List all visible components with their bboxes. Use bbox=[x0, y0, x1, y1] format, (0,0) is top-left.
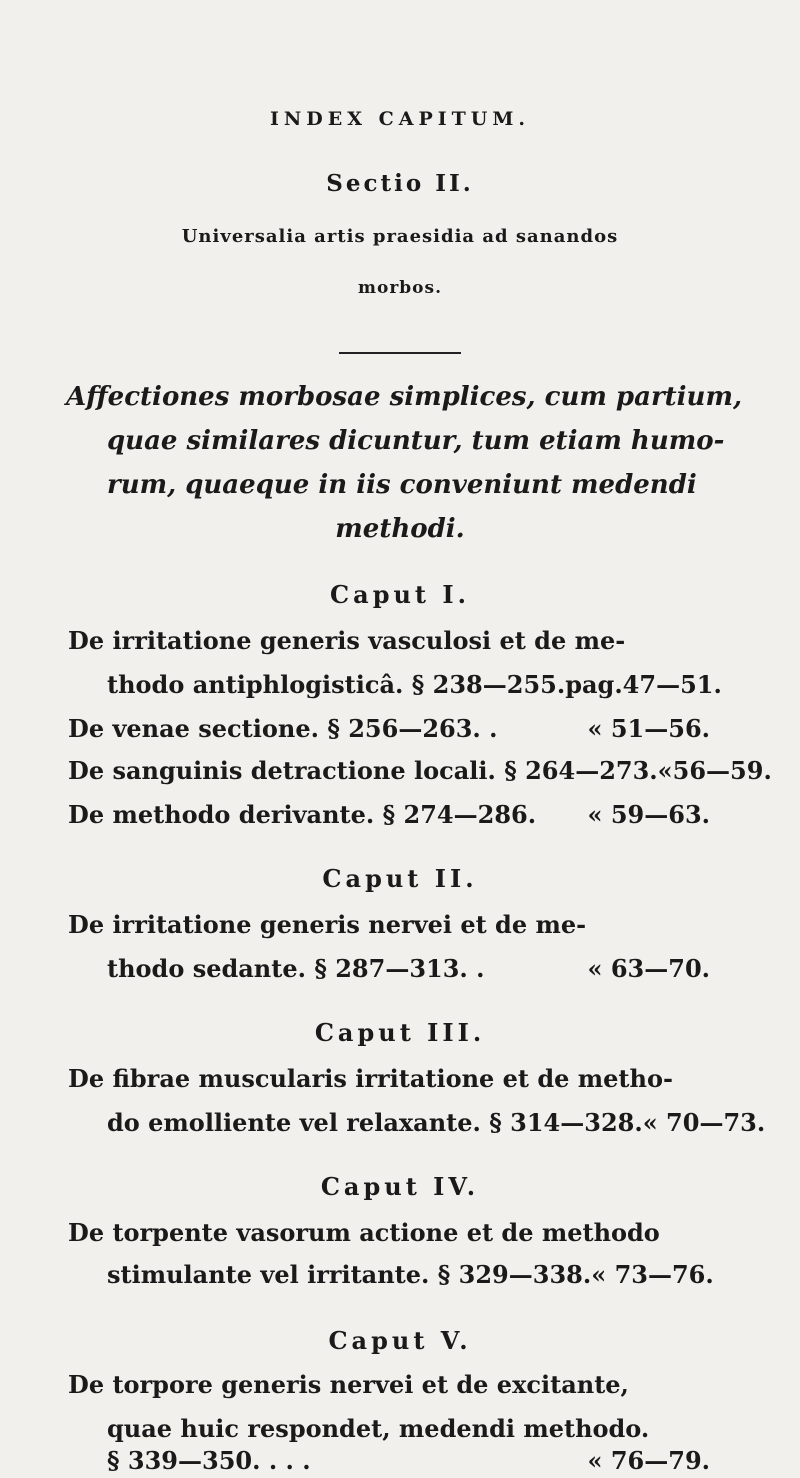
entry-row bbox=[107, 1446, 710, 1475]
page-ref: « 59—63. bbox=[587, 800, 710, 829]
chapter-heading: Caput I. bbox=[330, 580, 470, 609]
entry-row bbox=[107, 1260, 714, 1289]
entry-line: De torpente vasorum actione et de methodo bbox=[68, 1218, 660, 1247]
divider-rule bbox=[339, 352, 461, 354]
intro-line: methodi. bbox=[335, 514, 465, 544]
page-ref: « 70—73. bbox=[642, 1108, 766, 1137]
entry-line: De irritatione generis nervei et de me- bbox=[68, 910, 587, 939]
page-ref: « 63—70. bbox=[587, 954, 710, 983]
page-ref: « 51—56. bbox=[587, 714, 710, 743]
entry-row bbox=[107, 670, 722, 699]
section-subtitle-line-2: morbos. bbox=[358, 278, 442, 298]
entry-row bbox=[107, 954, 710, 983]
page-ref: « 73—76. bbox=[591, 1260, 714, 1289]
running-head: INDEX CAPITUM. bbox=[270, 108, 530, 130]
entry-line: De torpore generis nervei et de excitante, bbox=[68, 1370, 629, 1399]
entry-row bbox=[68, 714, 710, 743]
entry-row bbox=[107, 1108, 766, 1137]
entry-text: De methodo derivante. § 274—286. bbox=[68, 800, 537, 829]
page-ref: 56—59. bbox=[672, 756, 772, 785]
chapter-heading: Caput III. bbox=[314, 1018, 486, 1047]
page-ref: pag.47—51. bbox=[565, 670, 722, 699]
entry-line: quae huic respondet, medendi methodo. bbox=[107, 1414, 650, 1443]
intro-line: Affectiones morbosae simplices, cum partium, bbox=[66, 382, 743, 412]
entry-text: De venae sectione. § 256—263. . bbox=[68, 714, 498, 743]
intro-line: quae similares dicuntur, tum etiam humo- bbox=[107, 426, 725, 456]
entry-text: do emolliente vel relaxante. § 314—328. bbox=[107, 1108, 643, 1137]
entry-text: thodo antiphlogisticâ. § 238—255. bbox=[107, 670, 566, 699]
page-ref: « 76—79. bbox=[587, 1446, 710, 1475]
entry-text: thodo sedante. § 287—313. . bbox=[107, 954, 485, 983]
entry-text: § 339—350. . . . bbox=[107, 1446, 311, 1475]
intro-line: rum, quaeque in iis conveniunt medendi bbox=[107, 470, 697, 500]
entry-row bbox=[68, 800, 710, 829]
section-title: Sectio II. bbox=[326, 170, 474, 197]
entry-text: stimulante vel irritante. § 329—338. bbox=[107, 1260, 592, 1289]
chapter-heading: Caput IV. bbox=[320, 1172, 480, 1201]
entry-line: De irritatione generis vasculosi et de me- bbox=[68, 626, 626, 655]
chapter-heading: Caput V. bbox=[328, 1326, 472, 1355]
entry-row bbox=[68, 756, 772, 785]
section-subtitle-line-1: Universalia artis praesidia ad sanandos bbox=[181, 226, 619, 247]
entry-text: De sanguinis detractione locali. § 264—273.« bbox=[68, 756, 673, 785]
entry-line: De fibrae muscularis irritatione et de metho- bbox=[68, 1064, 673, 1093]
chapter-heading: Caput II. bbox=[322, 864, 478, 893]
